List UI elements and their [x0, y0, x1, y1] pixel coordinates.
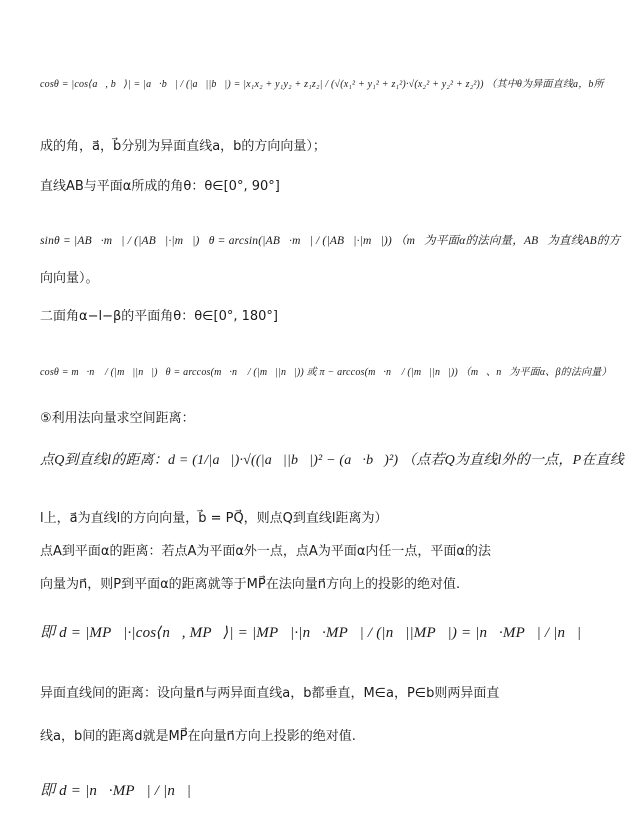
- text-normal-projection: 向量为n⃗，则P到平面α的距离就等于MP⃗在法向量n⃗方向上的投影的绝对值.: [40, 577, 461, 592]
- text-direction-vector: 向向量）。: [40, 271, 99, 286]
- text-point-plane-distance: 点A到平面α的距离：若点A为平面α外一点，点A为平面α内任一点，平面α的法: [40, 544, 491, 559]
- formula-angle-skew-lines: cosθ = |cos⟨a⃗, b⃗⟩| = |a⃗·b⃗| / (|a⃗||b⃗|) = |x₁x₂ + y₁y₂ + z₁z₂| / (√(x₁² + y₁² + z₁²)·√(x₂² + y₂² + z₂²)) （其中θ为异面直线a，b所: [40, 79, 604, 90]
- formula-dihedral-cosine: cosθ = m⃗·n⃗ / (|m⃗||n⃗|)，θ = arccos(m⃗·n⃗ / (|m⃗||n⃗|)) 或 π − arccos(m⃗·n⃗ / (|m⃗||n⃗|)) （m⃗、n⃗为平面α、β的法向量）: [40, 367, 612, 378]
- text-skew-lines-note: 成的角，a⃗，b⃗分别为异面直线a，b的方向向量）；: [40, 139, 326, 154]
- formula-point-line-distance: 点Q到直线l的距离：d = (1/|a⃗|)·√((|a⃗||b⃗|)² − (a⃗·b⃗)²) （点若Q为直线l外的一点，P在直线: [40, 453, 624, 468]
- text-skew-lines-distance: 异面直线间的距离：设向量n⃗与两异面直线a，b都垂直，M∈a，P∈b则两异面直: [40, 686, 500, 701]
- formula-skew-lines-distance: 即 d = |n⃗·MP⃗| / |n⃗|: [40, 783, 192, 799]
- text-skew-lines-projection: 线a，b间的距离d就是MP⃗在向量n⃗方向上投影的绝对值.: [40, 729, 356, 744]
- heading-dihedral-angle: 二面角α−l−β的平面角θ：θ∈[0°, 180°]: [40, 309, 278, 324]
- heading-line-plane-angle: 直线AB与平面α所成的角θ：θ∈[0°, 90°]: [40, 179, 280, 194]
- formula-point-plane-distance: 即 d = |MP⃗|·|cos⟨n⃗, MP⃗⟩| = |MP⃗|·|n⃗·MP⃗| / (|n⃗||MP⃗|) = |n⃗·MP⃗| / |n⃗|: [40, 625, 582, 641]
- heading-normal-vector-distance: ⑤利用法向量求空间距离：: [40, 411, 195, 426]
- text-point-line-note: l上，a⃗为直线l的方向向量，b⃗ = PQ⃗，则点Q到直线l距离为）: [40, 511, 388, 526]
- formula-line-plane-sine: sinθ = |AB⃗·m⃗| / (|AB⃗|·|m⃗|)，θ = arcsin(|AB⃗·m⃗| / (|AB⃗|·|m⃗|)) （m⃗为平面α的法向量，AB⃗为直线AB的方: [40, 235, 621, 247]
